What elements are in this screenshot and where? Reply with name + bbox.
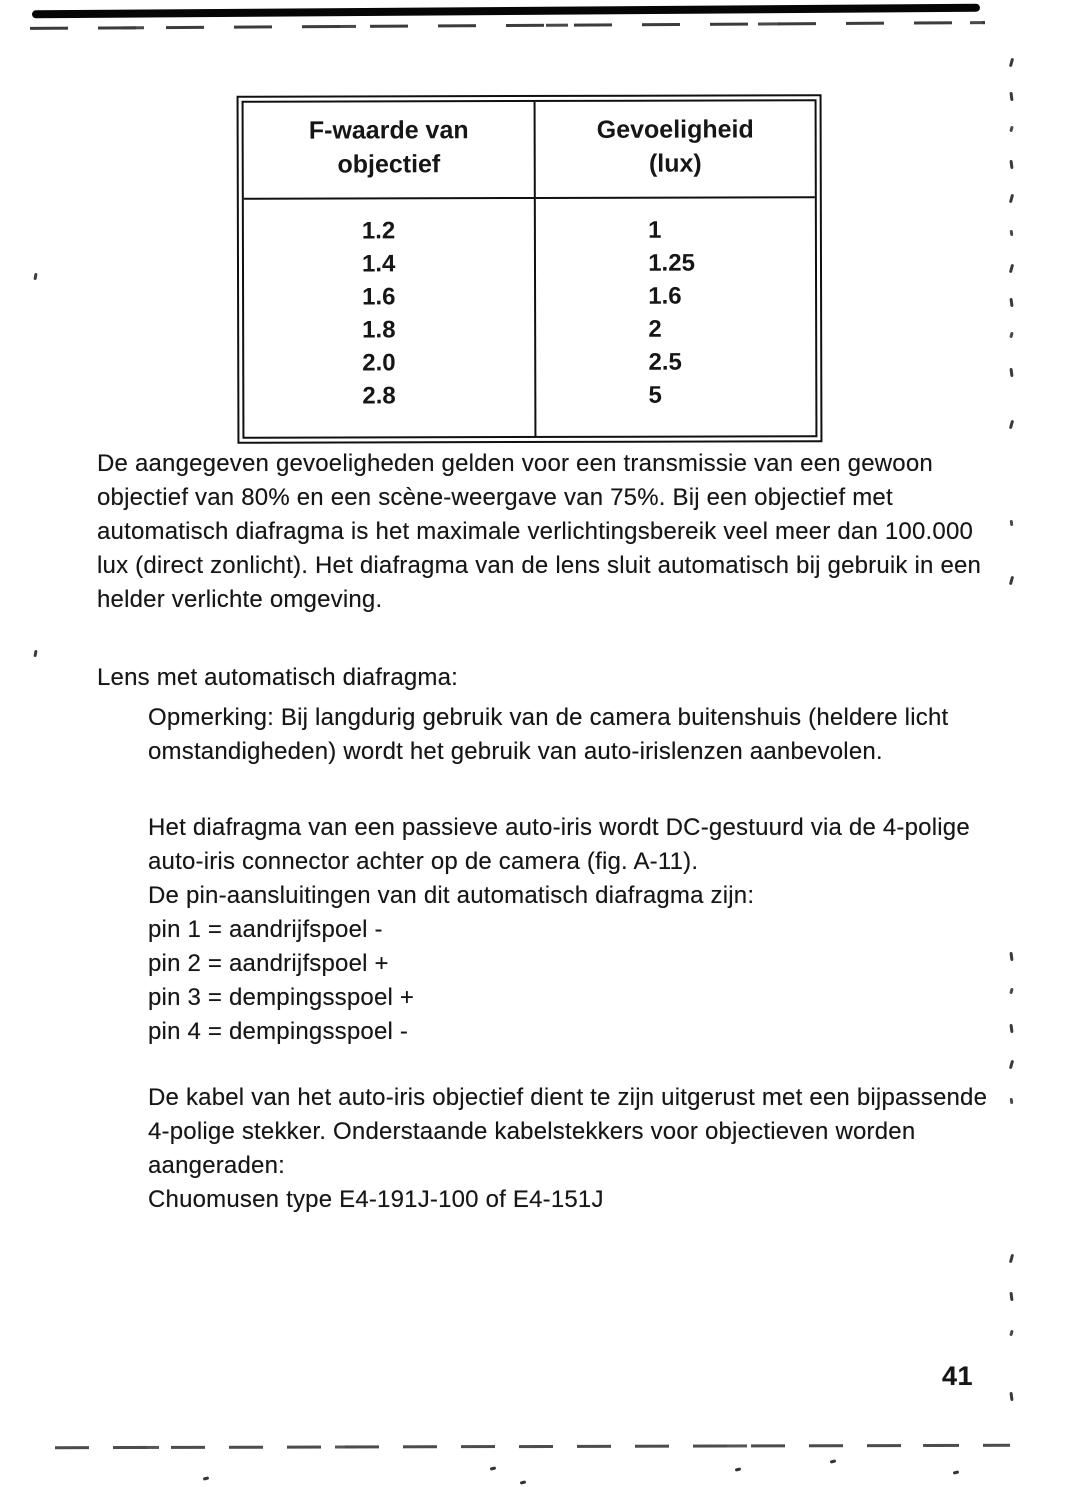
paragraph-connector-type: Chuomusen type E4-191J-100 of E4-151J — [148, 1186, 604, 1213]
pin-item: pin 4 = dempingsspoel - — [148, 1018, 409, 1045]
pin-list — [97, 913, 997, 1049]
pin-item: pin 2 = aandrijfspoel + — [148, 950, 389, 977]
table-row — [244, 312, 815, 346]
table-header-row — [244, 101, 815, 198]
paragraph-pin-intro: De pin-aansluitingen van dit automatisch diafragma zijn: — [148, 882, 755, 909]
paragraph-opmerking: Opmerking: Bij langdurig gebruik van de camera buitenshuis (heldere licht omstandigheden) wordt het gebruik van auto-irislenzen aanbevolen. — [148, 704, 949, 765]
table-row — [244, 246, 815, 280]
paragraph-kabel: De kabel van het auto-iris objectief dient te zijn uitgerust met een bijpassende 4-polige stekker. Onderstaande kabelstekkers voor objectieven worden aangeraden: — [148, 1084, 988, 1179]
table-header-fwaarde: F-waarde van objectief — [244, 102, 535, 199]
table-row — [244, 345, 815, 379]
lux-value-cell: 1.6 — [648, 282, 682, 310]
lux-value-cell: 1 — [648, 216, 662, 244]
sensitivity-table-inner-border — [242, 99, 818, 439]
f-value-cell: 2.0 — [244, 346, 535, 380]
scan-noise-right-margin — [1007, 0, 1021, 1487]
pin-item: pin 1 = aandrijfspoel - — [148, 916, 383, 943]
scan-artifact-bottom-dashes — [55, 1444, 1010, 1450]
lux-value-cell: 5 — [648, 381, 662, 409]
f-value-cell: 1.2 — [244, 198, 535, 248]
body-text — [97, 447, 997, 1217]
page-number: 41 — [942, 1361, 974, 1391]
pin-item: pin 3 = dempingsspoel + — [148, 984, 415, 1011]
lens-heading: Lens met automatisch diafragma: — [97, 664, 459, 691]
paragraph-diafragma: Het diafragma van een passieve auto-iris wordt DC-gestuurd via de 4-polige auto-iris connector achter op de camera (fig. A-11). — [148, 814, 970, 875]
lux-value-cell: 2 — [648, 315, 662, 343]
lux-value-cell: 2.5 — [648, 348, 682, 376]
scan-artifact-top-dashes — [30, 21, 985, 30]
f-value-cell: 1.8 — [244, 313, 535, 347]
table-row — [244, 197, 815, 247]
table-row — [244, 279, 815, 313]
scan-noise-left-margin — [32, 0, 46, 1487]
f-value-cell: 1.4 — [244, 247, 535, 281]
table-row — [244, 378, 815, 436]
table-header-gevoeligheid: Gevoeligheid (lux) — [535, 101, 815, 198]
sensitivity-table — [237, 94, 823, 444]
sensitivity-table-grid — [244, 101, 816, 436]
lux-value-cell: 1.25 — [648, 249, 695, 277]
paragraph-sensitivity-note: De aangegeven gevoeligheden gelden voor een transmissie van een gewoon objectief van 80% en een scène-weergave van 75%. Bij een objectief met automatisch diafragma is het maximale verlichtingsbereik veel meer dan 100.000 lux (direct zonlicht). Het diafragma van de lens sluit automatisch bij gebruik in een helder verlichte omgeving. — [97, 450, 982, 613]
f-value-cell: 2.8 — [244, 379, 535, 437]
f-value-cell: 1.6 — [244, 280, 535, 314]
scan-artifact-top-bar — [32, 4, 980, 19]
